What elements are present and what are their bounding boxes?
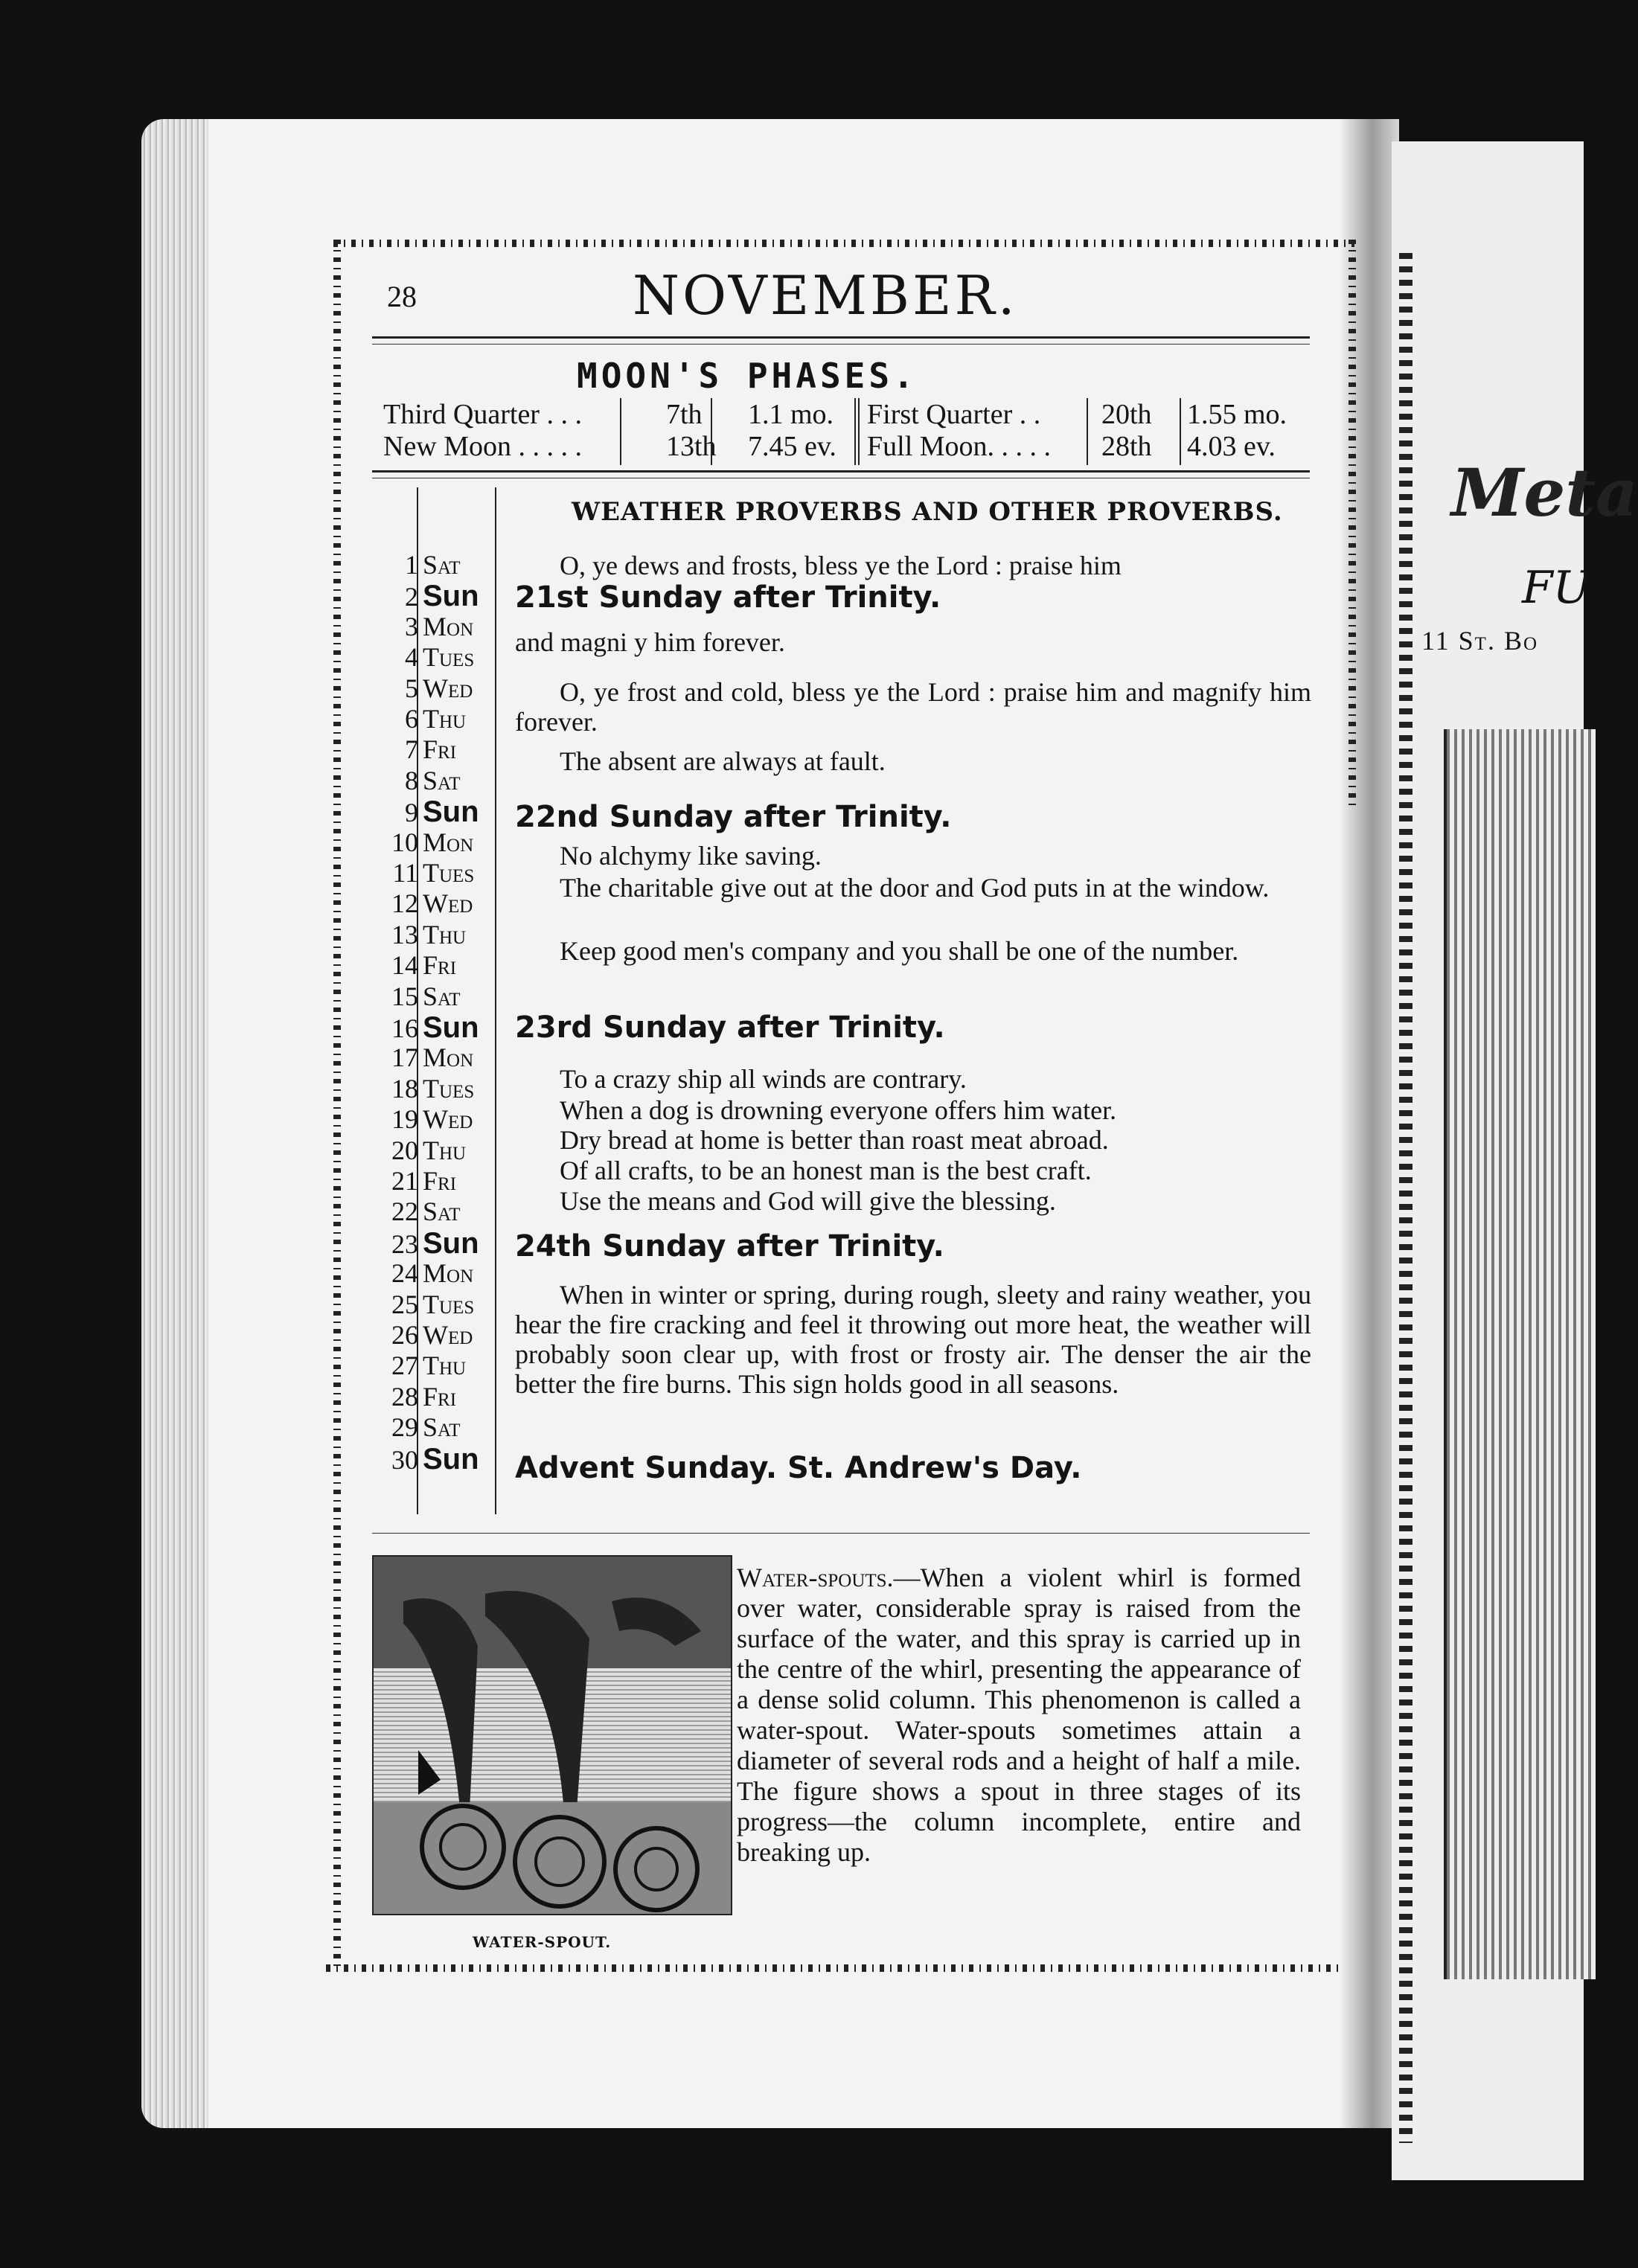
- day-number: 25: [391, 1289, 418, 1319]
- proverb-text: No alchymy like saving.: [560, 841, 822, 871]
- rule-top: [372, 336, 1310, 339]
- illustration-caption: WATER-SPOUT.: [473, 1933, 612, 1951]
- weekday: Mon: [423, 611, 474, 641]
- weekday: Wed: [423, 888, 473, 919]
- waterspout-article: [737, 1563, 1301, 1868]
- sunday-heading: 23rd Sunday after Trinity.: [515, 1010, 945, 1045]
- day-number: 11: [392, 858, 418, 888]
- weekday: Thu: [423, 1351, 467, 1381]
- calendar-day: [366, 827, 500, 858]
- day-number: 16: [391, 1013, 418, 1043]
- weekday: Fri: [423, 1381, 457, 1412]
- calendar-day: [366, 1165, 500, 1197]
- day-number: 26: [391, 1320, 418, 1350]
- moon-divider: [858, 398, 860, 465]
- page-number: 28: [387, 280, 417, 313]
- proverb-text: Keep good men's company and you shall be one of the number.: [560, 936, 1239, 966]
- day-number: 20: [391, 1135, 418, 1165]
- calendar-day: [366, 1350, 500, 1381]
- day-number: 9: [405, 798, 418, 828]
- proverb-text: The absent are always at fault.: [560, 746, 886, 776]
- month-title: NOVEMBER.: [633, 264, 1018, 327]
- moon-phases-title: MOON'S PHASES.: [577, 356, 918, 396]
- sunday-heading: 21st Sunday after Trinity.: [515, 580, 941, 615]
- border-top: [333, 240, 1354, 247]
- calendar-day: [366, 549, 500, 580]
- rope-border: [1399, 253, 1413, 2143]
- weekday: Sun: [423, 580, 479, 613]
- day-number: 5: [405, 673, 418, 703]
- calendar-day: [366, 1381, 500, 1412]
- right-page-subtitle: FU: [1522, 562, 1591, 614]
- weekday: Fri: [423, 1166, 457, 1196]
- day-number: 19: [391, 1104, 418, 1135]
- calendar-day: [366, 734, 500, 765]
- weekday: Sat: [423, 1412, 461, 1443]
- day-number: 1: [405, 550, 418, 580]
- proverb-text: The charitable give out at the door and God puts in at the window.: [560, 873, 1270, 903]
- day-number: 6: [405, 704, 418, 734]
- waterspout-illustration: [372, 1555, 732, 1915]
- engraving-image: [1444, 729, 1596, 1979]
- weekday: Sun: [423, 795, 479, 829]
- moon-day: 28th: [1101, 431, 1152, 462]
- moon-divider: [711, 398, 712, 465]
- calendar-day: [366, 1135, 500, 1166]
- day-number: 22: [391, 1197, 418, 1227]
- calendar-day: [366, 1319, 500, 1351]
- weekday: Sun: [423, 1011, 479, 1044]
- calendar-day: [366, 1289, 500, 1320]
- weekday: Sat: [423, 765, 461, 795]
- weekday: Thu: [423, 704, 467, 734]
- calendar-day: [366, 1042, 500, 1073]
- day-number: 12: [391, 888, 418, 919]
- moon-phase: Full Moon. . . . .: [867, 431, 1052, 462]
- waterspout-engraving: [374, 1557, 731, 1914]
- day-number: 23: [391, 1228, 418, 1259]
- weekday: Sat: [423, 981, 461, 1011]
- proverb-text: To a crazy ship all winds are contrary.: [560, 1064, 967, 1094]
- calendar-day: [366, 1443, 500, 1476]
- weekday: Fri: [423, 950, 457, 981]
- weekday: Mon: [423, 1258, 474, 1289]
- moon-phase: New Moon . . . . .: [383, 431, 583, 462]
- proverb-text: O, ye dews and frosts, bless ye the Lord : praise him: [560, 551, 1122, 580]
- day-number: 4: [405, 642, 418, 673]
- day-number: 14: [391, 950, 418, 981]
- proverbs-heading: WEATHER PROVERBS AND OTHER PROVERBS.: [572, 497, 1283, 527]
- weekday: Sat: [423, 550, 461, 580]
- calendar-day: [366, 1227, 500, 1260]
- moon-divider: [1180, 398, 1181, 465]
- weekday: Mon: [423, 827, 474, 857]
- sunday-heading: 24th Sunday after Trinity.: [515, 1229, 944, 1263]
- calendar-day: [366, 703, 500, 734]
- day-number: 27: [391, 1351, 418, 1381]
- border-bottom: [326, 1964, 1340, 1972]
- day-number: 24: [391, 1258, 418, 1289]
- day-number: 29: [391, 1412, 418, 1443]
- moon-divider: [854, 398, 856, 465]
- proverb-text: Use the means and God will give the blessing.: [560, 1186, 1056, 1216]
- moon-divider: [1087, 398, 1088, 465]
- weekday: Tues: [423, 642, 475, 673]
- weekday: Wed: [423, 1104, 473, 1135]
- proverb-text: When a dog is drowning everyone offers him water.: [560, 1095, 1117, 1125]
- day-number: 7: [405, 734, 418, 765]
- day-number: 30: [391, 1444, 418, 1475]
- calendar-day: [366, 765, 500, 796]
- calendar-day: [366, 857, 500, 888]
- day-number: 17: [391, 1042, 418, 1073]
- right-page-title: Meta: [1451, 454, 1638, 531]
- calendar-day: [366, 673, 500, 704]
- article-lead: Water-spouts.: [737, 1563, 894, 1592]
- rule-bottom: [372, 1533, 1310, 1534]
- calendar-day: [366, 641, 500, 673]
- calendar-day: [366, 1073, 500, 1104]
- moon-divider: [620, 398, 621, 465]
- calendar-day: [366, 919, 500, 950]
- weekday: Sun: [423, 1442, 479, 1476]
- moon-time: 1.1 mo.: [748, 399, 834, 430]
- weekday: Wed: [423, 1320, 473, 1350]
- rule-mid: [372, 470, 1310, 472]
- moon-day: 20th: [1101, 399, 1152, 430]
- calendar-day: [366, 1011, 500, 1045]
- weekday: Tues: [423, 858, 475, 888]
- proverb-text: Dry bread at home is better than roast meat abroad.: [560, 1125, 1109, 1155]
- weekday: Fri: [423, 734, 457, 765]
- day-number: 13: [391, 919, 418, 949]
- book-edge: [141, 119, 212, 2128]
- proverb-text: When in winter or spring, during rough, sleety and rainy weather, you hear the fire cracking and feel it throwing out more heat, the weather will probably soon clear up, with frost or frosty air. The denser the air the better the fire burns. This sign holds good in all seasons.: [515, 1280, 1311, 1399]
- calendar-day: [366, 611, 500, 642]
- proverb-text: Of all crafts, to be an honest man is the best craft.: [560, 1156, 1092, 1185]
- moon-day: 7th: [666, 399, 703, 430]
- weekday: Sat: [423, 1197, 461, 1227]
- calendar-day: [366, 580, 500, 613]
- calendar-day: [366, 981, 500, 1012]
- sunday-heading: 22nd Sunday after Trinity.: [515, 800, 952, 834]
- weekday: Wed: [423, 673, 473, 703]
- calendar-day: [366, 888, 500, 919]
- calendar-day: [366, 1258, 500, 1289]
- weekday: Tues: [423, 1289, 475, 1319]
- day-number: 15: [391, 981, 418, 1011]
- weekday: Sun: [423, 1226, 479, 1260]
- day-number: 18: [391, 1073, 418, 1103]
- sunday-heading: Advent Sunday. St. Andrew's Day.: [515, 1451, 1082, 1485]
- article-body: —When a violent whirl is formed over water, considerable spray is raised from the surface of the water, and this spray is carried up in the centre of the whirl, presenting the appearance of a dense solid column. This phenomenon is called a water-spout. Water-spouts sometimes attain a diameter of several rods and a height of half a mile. The figure shows a spout in three stages of its progress—the column incomplete, entire and breaking up.: [737, 1563, 1301, 1867]
- border-left: [333, 240, 341, 1972]
- calendar-day: [366, 949, 500, 981]
- weekday: Tues: [423, 1073, 475, 1103]
- moon-phase: Third Quarter . . .: [383, 399, 582, 430]
- day-number: 8: [405, 765, 418, 795]
- moon-time: 7.45 ev.: [748, 431, 836, 462]
- weekday: Thu: [423, 919, 467, 949]
- moon-time: 1.55 mo.: [1187, 399, 1287, 430]
- calendar-day: [366, 1196, 500, 1227]
- rule-top-thin: [372, 344, 1310, 345]
- day-number: 28: [391, 1381, 418, 1412]
- moon-day: 13th: [666, 431, 717, 462]
- moon-phase: First Quarter . .: [867, 399, 1041, 430]
- weekday: Thu: [423, 1135, 467, 1165]
- day-number: 10: [391, 827, 418, 857]
- day-number: 21: [391, 1166, 418, 1196]
- moon-time: 4.03 ev.: [1187, 431, 1276, 462]
- right-page: [1392, 141, 1638, 2180]
- day-number: 2: [405, 582, 418, 612]
- calendar-day: [366, 1412, 500, 1443]
- proverb-text: O, ye frost and cold, bless ye the Lord : praise him and magnify him forever.: [515, 677, 1311, 737]
- day-number: 3: [405, 611, 418, 641]
- calendar-day: [366, 795, 500, 829]
- border-right: [1349, 240, 1356, 805]
- right-page-address: 11 St. Bo: [1421, 626, 1539, 656]
- calendar-day: [366, 1103, 500, 1135]
- weekday: Mon: [423, 1042, 474, 1073]
- proverb-text: and magni y him forever.: [515, 627, 785, 657]
